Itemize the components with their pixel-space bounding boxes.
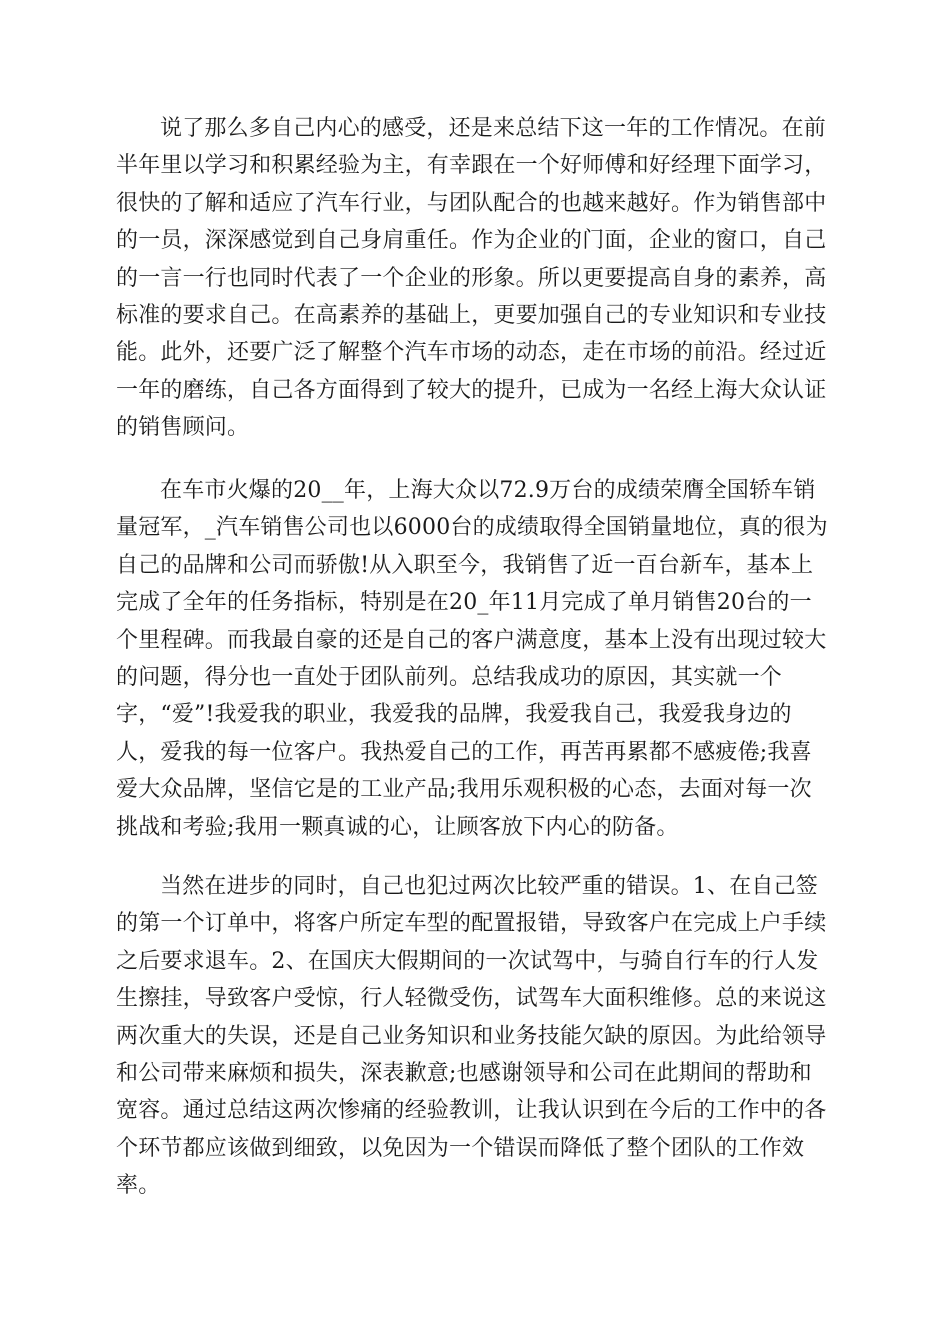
text-line: 很快的了解和适应了汽车行业，与团队配合的也越来越好。作为销售部中	[116, 190, 827, 216]
text-line: 宽容。通过总结这两次惨痛的经验教训，让我认识到在今后的工作中的各	[116, 1098, 827, 1124]
text-line: 的一员，深深感觉到自己身肩重任。作为企业的门面，企业的窗口，自己	[116, 228, 827, 254]
text-line: 人，爱我的每一位客户。我热爱自己的工作，再苦再累都不感疲倦;我喜	[116, 739, 812, 765]
text-line: 个环节都应该做到细致，以免因为一个错误而降低了整个团队的工作效	[116, 1135, 805, 1161]
text-line: 完成了全年的任务指标，特别是在20_年11月完成了单月销售20台的一	[116, 590, 812, 616]
paragraph-work-summary	[116, 110, 832, 447]
text-line: 字，“爱”!我爱我的职业，我爱我的品牌，我爱我自己，我爱我身边的	[116, 702, 792, 728]
text-line: 之后要求退车。2、在国庆大假期间的一次试驾中，与骑自行车的行人发	[116, 948, 819, 974]
text-line: 自己的品牌和公司而骄傲!从入职至今，我销售了近一百台新车，基本上	[116, 552, 814, 578]
text-line: 挑战和考验;我用一颗真诚的心，让顾客放下内心的防备。	[116, 814, 679, 840]
text-line: 标准的要求自己。在高素养的基础上，更要加强自己的专业知识和专业技	[116, 302, 827, 328]
text-line: 的问题，得分也一直处于团队前列。总结我成功的原因，其实就一个	[116, 664, 783, 690]
text-line: 的一言一行也同时代表了一个企业的形象。所以更要提高自身的素养，高	[116, 265, 827, 291]
text-line: 一年的磨练，自己各方面得到了较大的提升，已成为一名经上海大众认证	[116, 377, 827, 403]
text-line: 生擦挂，导致客户受惊，行人轻微受伤，试驾车大面积维修。总的来说这	[116, 986, 827, 1012]
text-line: 在车市火爆的20__年，上海大众以72.9万台的成绩荣膺全国轿车销	[160, 478, 816, 503]
text-line: 爱大众品牌，坚信它是的工业产品;我用乐观积极的心态，去面对每一次	[116, 777, 812, 803]
text-line: 率。	[116, 1173, 161, 1199]
text-line: 能。此外，还要广泛了解整个汽车市场的动态，走在市场的前沿。经过近	[116, 340, 827, 366]
text-line: 的第一个订单中，将客户所定车型的配置报错，导致客户在完成上户手续	[116, 911, 827, 937]
text-line: 的销售顾问。	[116, 415, 250, 441]
text-line: 当然在进步的同时，自己也犯过两次比较严重的错误。1、在自己签	[160, 874, 818, 899]
text-line: 半年里以学习和积累经验为主，有幸跟在一个好师傅和好经理下面学习，	[116, 153, 827, 179]
text-line: 说了那么多自己内心的感受，还是来总结下这一年的工作情况。在前	[160, 116, 827, 141]
text-line: 两次重大的失误，还是自己业务知识和业务技能欠缺的原因。为此给领导	[116, 1023, 827, 1049]
text-line: 量冠军，_汽车销售公司也以6000台的成绩取得全国销量地位，真的很为	[116, 515, 828, 541]
text-line: 和公司带来麻烦和损失，深表歉意;也感谢领导和公司在此期间的帮助和	[116, 1060, 812, 1086]
text-line: 个里程碑。而我最自豪的还是自己的客户满意度，基本上没有出现过较大	[116, 627, 827, 653]
paragraph-sales-achievements	[116, 472, 832, 846]
paragraph-mistakes-reflection	[116, 868, 832, 1205]
